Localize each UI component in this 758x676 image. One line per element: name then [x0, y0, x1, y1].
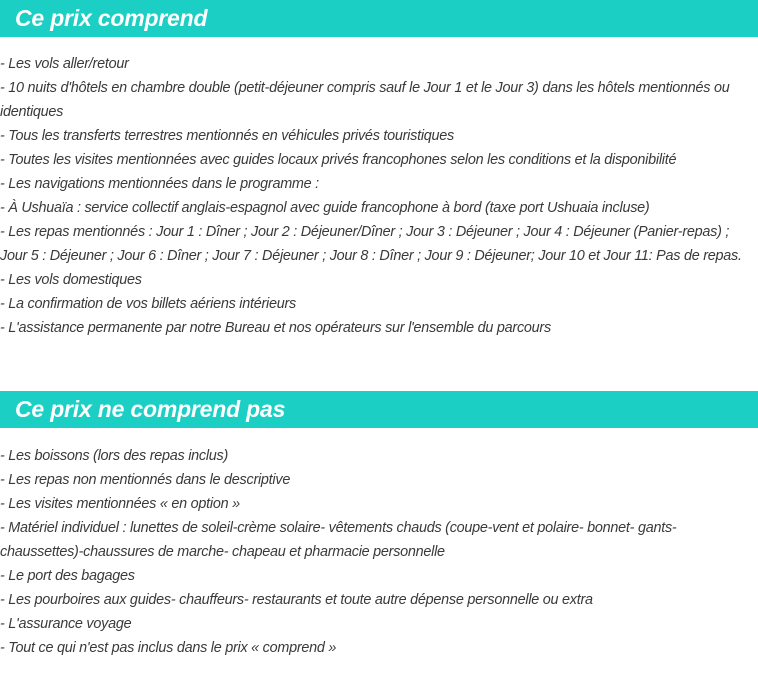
included-list — [0, 52, 758, 340]
list-item: - L'assurance voyage — [0, 616, 132, 632]
included-header — [0, 0, 758, 37]
list-item: - L'assistance permanente par notre Bureau et nos opérateurs sur l'ensemble du parcours — [0, 320, 551, 336]
excluded-header — [0, 391, 758, 428]
excluded-list — [0, 444, 758, 660]
list-item: - Les boissons (lors des repas inclus) — [0, 448, 229, 464]
list-item: - Les navigations mentionnées dans le programme : — [0, 176, 319, 192]
list-item: - Les visites mentionnées « en option » — [0, 496, 240, 512]
list-item: - Les pourboires aux guides- chauffeurs- restaurants et toute autre dépense personnelle ou extra — [0, 592, 593, 608]
included-title: Ce prix comprend — [15, 5, 208, 31]
excluded-title: Ce prix ne comprend pas — [15, 396, 286, 422]
list-item: - Les repas non mentionnés dans le descriptive — [0, 472, 291, 488]
list-item: - Tout ce qui n'est pas inclus dans le prix « comprend » — [0, 640, 337, 656]
list-item: - Tous les transferts terrestres mentionnés en véhicules privés touristiques — [0, 128, 454, 144]
list-item: - À Ushuaïa : service collectif anglais-espagnol avec guide francophone à bord (taxe port Ushuaia incluse) — [0, 200, 650, 216]
list-item: - Les repas mentionnés : Jour 1 : Dîner ; Jour 2 : Déjeuner/Dîner ; Jour 3 : Déjeuner ; Jour 4 : Déjeuner (Panier-repas) ; Jour 5 : Déjeuner ; Jour 6 : Dîner ; Jour 7 : Déjeuner ; Jour 8 : Dîner ; Jour 9 : Déjeuner; Jour 10 et Jour 11: Pas de repas. — [0, 224, 742, 264]
list-item: - Matériel individuel : lunettes de soleil-crème solaire- vêtements chauds (coupe-vent et polaire- bonnet- gants-chaussettes)-chaussures de marche- chapeau et pharmacie personnelle — [0, 520, 677, 560]
list-item: - La confirmation de vos billets aériens intérieurs — [0, 296, 296, 312]
excluded-section — [0, 391, 758, 660]
list-item: - 10 nuits d'hôtels en chambre double (petit-déjeuner compris sauf le Jour 1 et le Jour 3) dans les hôtels mentionnés ou identiques — [0, 80, 730, 120]
list-item: - Les vols domestiques — [0, 272, 142, 288]
list-item: - Toutes les visites mentionnées avec guides locaux privés francophones selon les conditions et la disponibilité — [0, 152, 677, 168]
list-item: - Le port des bagages — [0, 568, 135, 584]
list-item: - Les vols aller/retour — [0, 56, 129, 72]
